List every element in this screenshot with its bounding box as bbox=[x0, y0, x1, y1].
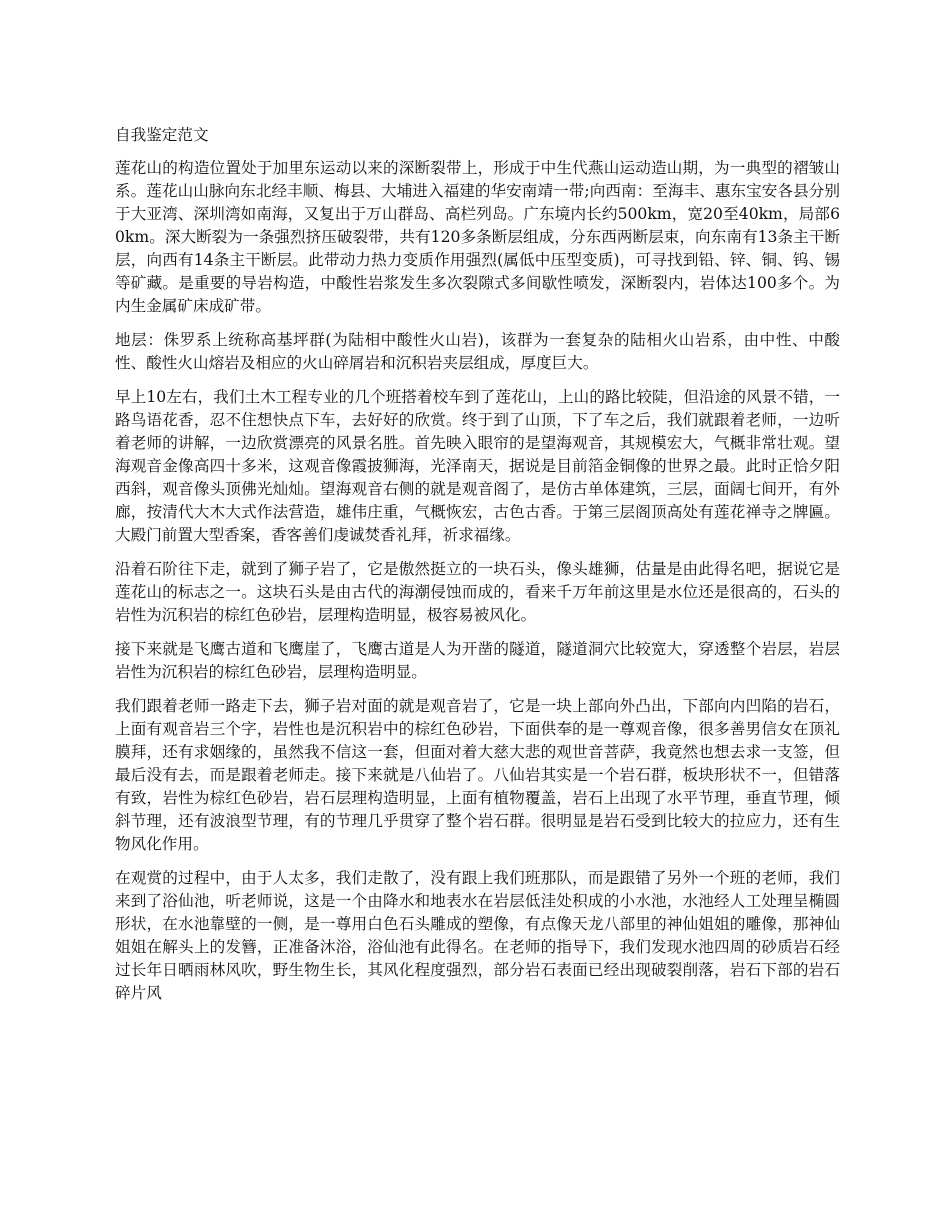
paragraph-strata: 地层：侏罗系上统称高基坪群(为陆相中酸性火山岩)，该群为一套复杂的陆相火山岩系，由中性、中酸性、酸性火山熔岩及相应的火山碎屑岩和沉积岩夹层组成，厚度巨大。 bbox=[115, 331, 840, 372]
paragraph-guanyin: 早上10左右，我们土木工程专业的几个班搭着校车到了莲花山，上山的路比较陡，但沿途的风景不错，一路鸟语花香，忍不住想快点下车，去好好的欣赏。终于到了山顶，下了车之后，我们就跟着老师，一边听着老师的讲解，一边欣赏漂亮的风景名胜。首先映入眼帘的是望海观音，其规模宏大，气概非常壮观。望海观音金像高四十多米，这观音像霞披狮海，光泽南天，据说是目前箔金铜像的世界之最。此时正恰夕阳西斜，观音像头顶佛光灿灿。望海观音右侧的就是观音阁了，是仿古单体建筑，三层，面阔七间开，有外廊，按清代大木大式作法营造，雄伟庄重，气概恢宏，古色古香。于第三层阁顶高处有莲花禅寺之牌匾。大殿门前置大型香案，香客善们虔诚焚香礼拜，祈求福缘。 bbox=[115, 388, 840, 544]
paragraph-bathing-pool: 在观赏的过程中，由于人太多，我们走散了，没有跟上我们班那队，而是跟错了另外一个班的老师，我们来到了浴仙池，听老师说，这是一个由降水和地表水在岩层低洼处积成的小水池，水池经人工处理呈椭圆形状，在水池靠壁的一侧，是一尊用白色石头雕成的塑像，有点像天龙八部里的神仙姐姐的雕像，那神仙姐姐在解头上的发簪，正准备沐浴，浴仙池有此得名。在老师的指导下，我们发现水池四周的砂质岩石经过长年日晒雨林风吹，野生物生长，其风化程度强烈，部分岩石表面已经出现破裂削落，岩石下部的岩石碎片风 bbox=[115, 869, 840, 1002]
document-page bbox=[115, 124, 840, 1016]
paragraph-eagle-path: 接下来就是飞鹰古道和飞鹰崖了，飞鹰古道是人为开凿的隧道，隧道洞穴比较宽大，穿透整个岩层，岩层岩性为沉积岩的棕红色砂岩，层理构造明显。 bbox=[115, 640, 840, 681]
paragraph-lion-rock: 沿着石阶往下走，就到了狮子岩了，它是傲然挺立的一块石头，像头雄狮，估量是由此得名吧，据说它是莲花山的标志之一。这块石头是由古代的海潮侵蚀而成的，看来千万年前这里是水位还是很高的，石头的岩性为沉积岩的棕红色砂岩，层理构造明显，极容易被风化。 bbox=[115, 560, 840, 624]
paragraph-geology-structure: 莲花山的构造位置处于加里东运动以来的深断裂带上，形成于中生代燕山运动造山期，为一典型的褶皱山系。莲花山山脉向东北经丰顺、梅县、大埔进入福建的华安南靖一带;向西南：至海丰、惠东宝安各县分别于大亚湾、深圳湾如南海，又复出于万山群岛、高栏列岛。广东境内长约500km，宽20至40km，局部60km。深大断裂为一条强烈挤压破裂带，共有120多条断层组成，分东西两断层束，向东南有13条主干断层，向西有14条主干断层。此带动力热力变质作用强烈(属低中压型变质)，可寻找到铅、锌、铜、钨、锡等矿藏。是重要的导岩构造，中酸性岩浆发生多次裂隙式多间歇性喷发，深断裂内，岩体达100多个。为内生金属矿床成矿带。 bbox=[115, 159, 840, 315]
document-title: 自我鉴定范文 bbox=[115, 126, 209, 144]
paragraph-guanyin-rock: 我们跟着老师一路走下去，狮子岩对面的就是观音岩了，它是一块上部向外凸出，下部向内凹陷的岩石，上面有观音岩三个字，岩性也是沉积岩中的棕红色砂岩，下面供奉的是一尊观音像，很多善男信女在顶礼膜拜，还有求姻缘的，虽然我不信这一套，但面对着大慈大悲的观世音菩萨，我竟然也想去求一支签，但最后没有去，而是跟着老师走。接下来就是八仙岩了。八仙岩其实是一个岩石群，板块形状不一，但错落有致，岩性为棕红色砂岩，岩石层理构造明显，上面有植物覆盖，岩石上出现了水平节理，垂直节理，倾斜节理，还有波浪型节理，有的节理几乎贯穿了整个岩石群。很明显是岩石受到比较大的拉应力，还有生物风化作用。 bbox=[115, 697, 840, 853]
